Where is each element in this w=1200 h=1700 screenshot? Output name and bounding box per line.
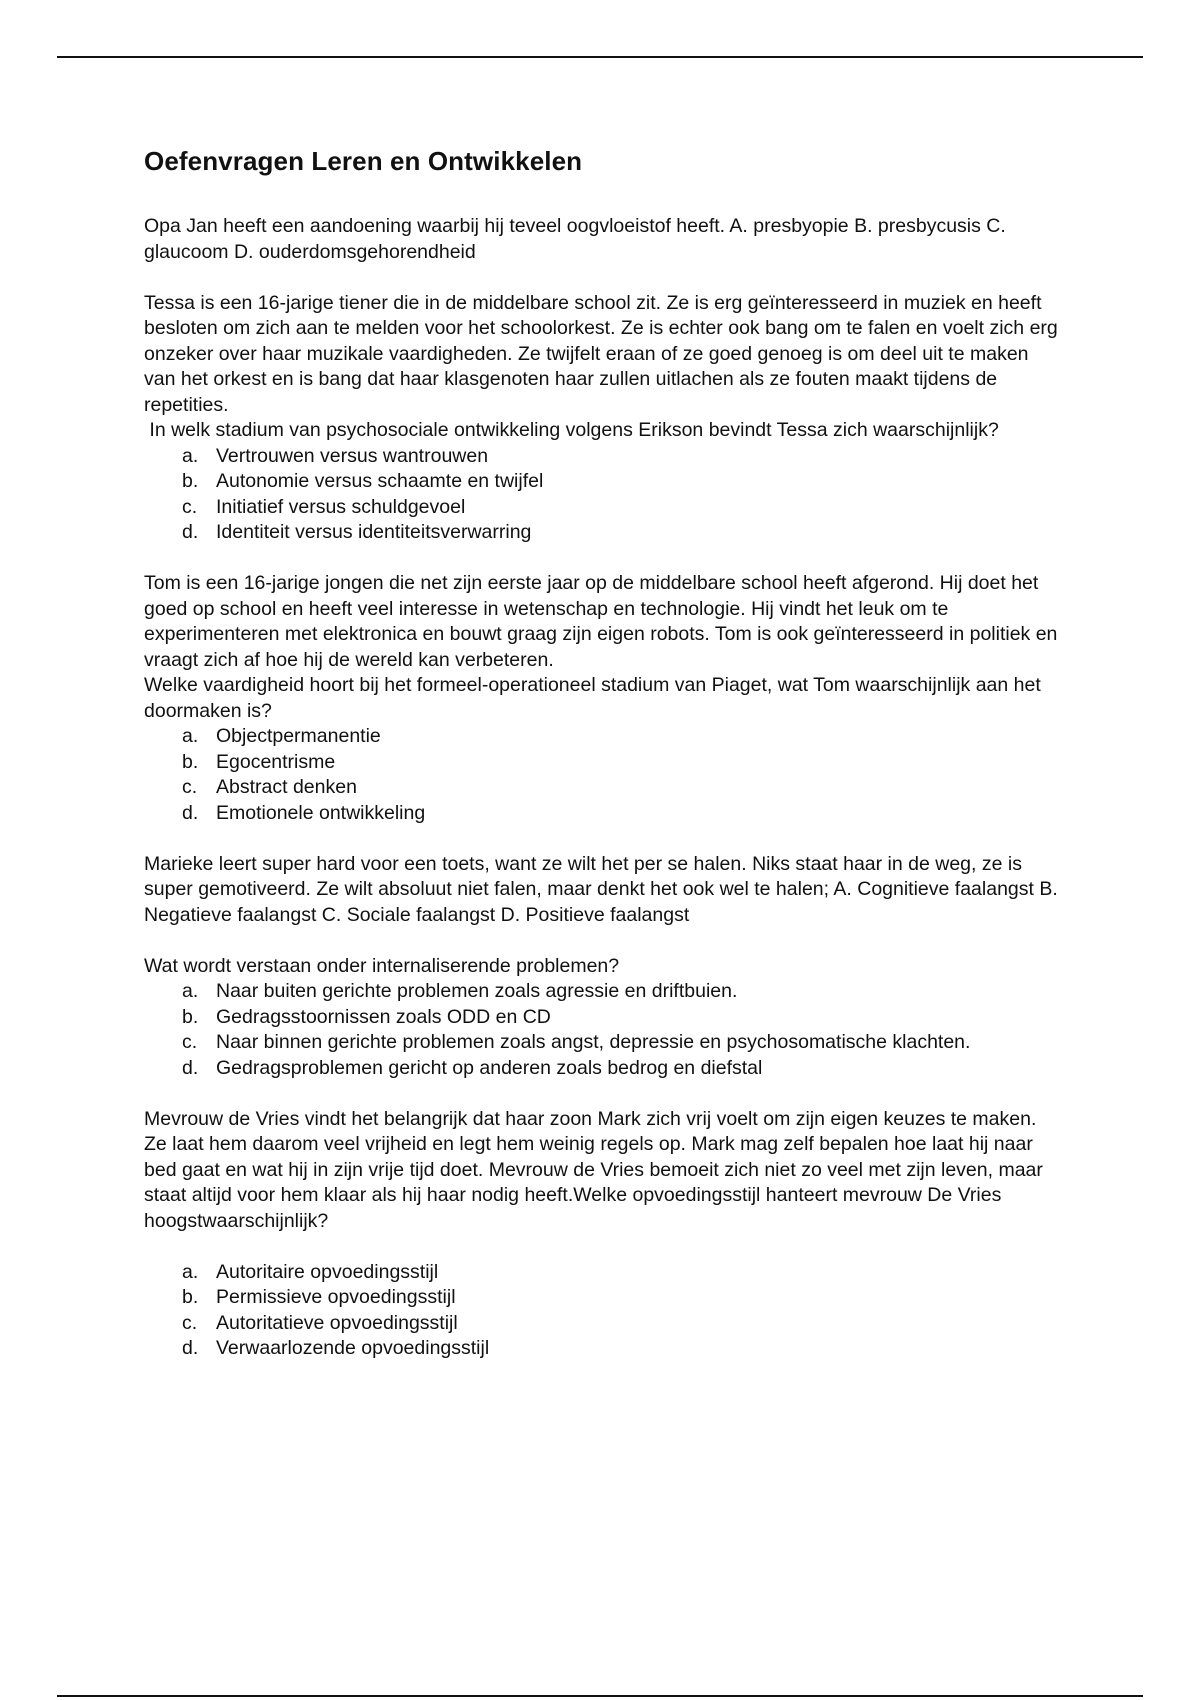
question-5-prompt: Wat wordt verstaan onder internaliserende problemen? <box>144 954 620 977</box>
question-2-scenario: Tessa is een 16-jarige tiener die in de middelbare school zit. Ze is erg geïnteresseerd in muziek en heeft besloten om zich aan te melden voor het schoolorkest. Ze is echter ook bang om te falen en voelt zich erg onzeker over haar muzikale vaardigheden. Ze twijfelt eraan of ze goed genoeg is om deel uit te maken van het orkest en is bang dat haar klasgenoten haar zullen uitlachen als ze fouten maakt tijdens de repetities. <box>144 291 1058 416</box>
option-letter: b. <box>182 470 199 492</box>
option-item <box>144 1336 1064 1362</box>
option-item <box>144 1260 1064 1286</box>
option-text: Autoritaire opvoedingsstijl <box>216 1260 439 1283</box>
question-4-text: Marieke leert super hard voor een toets, want ze wilt het per se halen. Niks staat haar in de weg, ze is super gemotiveerd. Ze wilt absoluut niet falen, maar denkt het ook wel te halen; A. Cognitieve faalangst B. Negatieve faalangst C. Sociale faalangst D. Positieve faalangst <box>144 852 1058 926</box>
question-2-prompt: In welk stadium van psychosociale ontwikkeling volgens Erikson bevindt Tessa zich waarschijnlijk? <box>144 419 999 441</box>
question-6-options <box>144 1260 1064 1362</box>
question-1 <box>144 214 1064 265</box>
option-letter: b. <box>182 1005 199 1028</box>
question-4 <box>144 852 1064 929</box>
question-6 <box>144 1107 1064 1362</box>
option-item <box>144 979 1064 1005</box>
option-text: Verwaarlozende opvoedingsstijl <box>216 1337 490 1359</box>
option-letter: c. <box>182 1311 198 1334</box>
option-text: Naar binnen gerichte problemen zoals angst, depressie en psychosomatische klachten. <box>216 1031 971 1053</box>
question-5 <box>144 954 1064 1082</box>
question-2 <box>144 291 1064 546</box>
question-3-prompt: Welke vaardigheid hoort bij het formeel-operationeel stadium van Piaget, wat Tom waarschijnlijk aan het doormaken is? <box>144 674 1041 722</box>
option-letter: d. <box>182 1337 199 1359</box>
question-1-text: Opa Jan heeft een aandoening waarbij hij teveel oogvloeistof heeft. A. presbyopie B. presbycusis C. glaucoom D. ouderdomsgehorendheid <box>144 215 1006 263</box>
question-3-options <box>144 724 1064 826</box>
option-letter: a. <box>182 725 199 747</box>
option-letter: a. <box>182 1260 199 1283</box>
option-text: Permissieve opvoedingsstijl <box>216 1286 456 1308</box>
question-6-text: Mevrouw de Vries vindt het belangrijk dat haar zoon Mark zich vrij voelt om zijn eigen keuzes te maken. Ze laat hem daarom veel vrijheid en legt hem weinig regels op. Mark mag zelf bepalen hoe laat hij naar bed gaat en wat hij in zijn vrije tijd doet. Mevrouw de Vries bemoeit zich niet zo veel met zijn leven, maar staat altijd voor hem klaar als hij haar nodig heeft.Welke opvoedingsstijl hanteert mevrouw De Vries hoogstwaarschijnlijk? <box>144 1107 1043 1232</box>
option-item <box>144 1311 1064 1337</box>
option-item <box>144 1005 1064 1031</box>
option-letter: b. <box>182 1286 199 1308</box>
question-3-scenario: Tom is een 16-jarige jongen die net zijn eerste jaar op de middelbare school heeft afgerond. Hij doet het goed op school en heeft veel interesse in wetenschap en technologie. Hij vindt het leuk om te experimenteren met elektronica en bouwt graag zijn eigen robots. Tom is ook geïnteresseerd in politiek en vraagt zich af hoe hij de wereld kan verbeteren. <box>144 572 1058 671</box>
option-text: Egocentrisme <box>216 750 336 773</box>
option-item <box>144 1285 1064 1311</box>
top-rule <box>57 56 1143 58</box>
option-letter: d. <box>182 1056 199 1079</box>
option-letter: d. <box>182 801 199 824</box>
option-text: Identiteit versus identiteitsverwarring <box>216 521 532 543</box>
option-text: Objectpermanentie <box>216 725 381 747</box>
option-item <box>144 750 1064 776</box>
bottom-rule <box>57 1695 1143 1697</box>
option-item <box>144 775 1064 801</box>
option-letter: b. <box>182 750 199 773</box>
option-item <box>144 444 1064 470</box>
option-text: Vertrouwen versus wantrouwen <box>216 444 489 467</box>
option-text: Emotionele ontwikkeling <box>216 801 426 824</box>
option-item <box>144 520 1064 546</box>
option-text: Abstract denken <box>216 776 357 798</box>
option-text: Naar buiten gerichte problemen zoals agressie en driftbuien. <box>216 980 738 1002</box>
option-text: Autonomie versus schaamte en twijfel <box>216 470 544 492</box>
option-text: Gedragsstoornissen zoals ODD en CD <box>216 1005 551 1028</box>
option-letter: c. <box>182 1031 198 1053</box>
option-letter: d. <box>182 521 199 543</box>
option-letter: c. <box>182 776 198 798</box>
option-item <box>144 801 1064 827</box>
option-item <box>144 1030 1064 1056</box>
option-letter: c. <box>182 495 198 518</box>
question-2-options <box>144 444 1064 546</box>
question-3 <box>144 571 1064 826</box>
option-text: Gedragsproblemen gericht op anderen zoals bedrog en diefstal <box>216 1056 763 1079</box>
question-5-options <box>144 979 1064 1081</box>
document-body <box>144 145 1064 1387</box>
option-text: Autoritatieve opvoedingsstijl <box>216 1311 458 1334</box>
option-item <box>144 495 1064 521</box>
option-letter: a. <box>182 980 199 1002</box>
document-title: Oefenvragen Leren en Ontwikkelen <box>144 146 583 176</box>
option-letter: a. <box>182 444 199 467</box>
option-text: Initiatief versus schuldgevoel <box>216 495 466 518</box>
option-item <box>144 724 1064 750</box>
option-item <box>144 1056 1064 1082</box>
option-item <box>144 469 1064 495</box>
